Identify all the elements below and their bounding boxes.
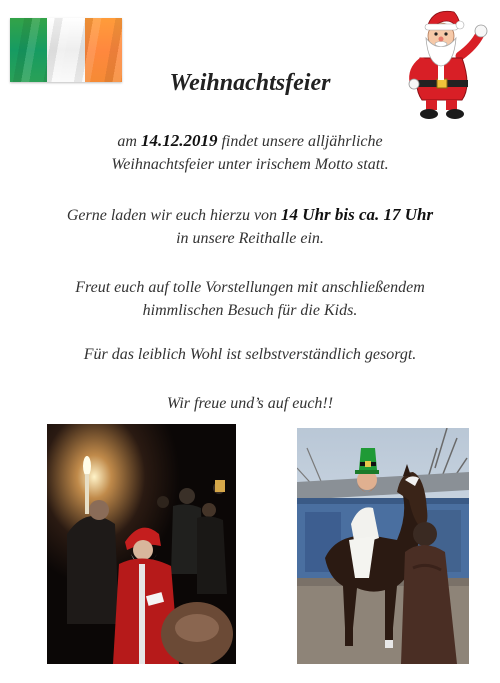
santa-claus-icon — [398, 6, 490, 122]
closing-line: Wir freue und’s auf euch!! — [166, 395, 334, 412]
event-date: 14.12.2019 — [140, 131, 218, 150]
time-paragraph: Gerne laden wir euch hierzu von 14 Uhr bis ca. 17 Uhr in unsere Reithalle ein. — [66, 205, 434, 247]
santa-with-candles-photo — [47, 424, 236, 664]
page-title: Weihnachtsfeier — [169, 70, 331, 96]
date-paragraph: am 14.12.2019 findet unsere alljährliche Weihnachtsfeier unter irischem Motto statt. — [111, 131, 389, 173]
leprechaun-on-horse-photo — [297, 428, 469, 664]
program-paragraph: Freut euch auf tolle Vorstellungen mit anschließendem himmlischen Besuch für die Kids. — [75, 279, 425, 319]
catering-paragraph: Für das leiblich Wohl ist selbstverständlich gesorgt. — [83, 346, 417, 363]
event-time: 14 Uhr bis ca. 17 Uhr — [281, 205, 434, 224]
